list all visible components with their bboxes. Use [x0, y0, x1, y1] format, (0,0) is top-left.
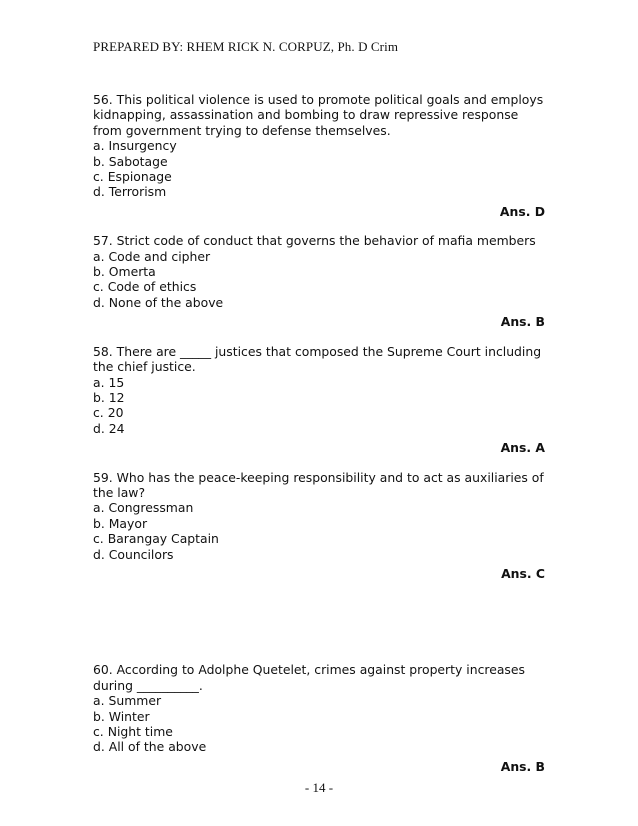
choice-b: b. Winter — [93, 708, 150, 724]
choice-a: a. 15 — [93, 374, 125, 390]
choice-a: a. Code and cipher — [93, 248, 211, 264]
page-header: PREPARED BY: RHEM RICK N. CORPUZ, Ph. D Crim — [93, 39, 399, 54]
choice-a: a. Insurgency — [93, 138, 177, 154]
choice-c: c. Barangay Captain — [93, 531, 219, 547]
question-60 — [93, 662, 545, 774]
question-text: 58. There are _____ justices that composed the Supreme Court including the chief justice. — [93, 343, 542, 375]
question-59 — [93, 470, 545, 582]
choice-c: c. Night time — [93, 724, 173, 739]
choice-d: d. Terrorism — [93, 184, 167, 200]
answer-key: Ans. C — [501, 565, 545, 581]
question-list — [93, 92, 545, 788]
question-text: 60. According to Adolphe Quetelet, crimes against property increases during __________. — [93, 662, 525, 693]
question-text: 59. Who has the peace-keeping responsibility and to act as auxiliaries of the law? — [93, 469, 544, 500]
choice-d: d. 24 — [93, 420, 125, 436]
choice-c: c. Espionage — [93, 169, 172, 185]
choice-d: d. Councilors — [93, 546, 174, 562]
page-number: - 14 - — [304, 780, 334, 795]
choice-a: a. Summer — [93, 693, 162, 709]
choice-b: b. Sabotage — [93, 153, 168, 169]
choice-b: b. Mayor — [93, 515, 148, 531]
question-56 — [93, 92, 545, 219]
question-58 — [93, 344, 545, 456]
question-text: 56. This political violence is used to promote political goals and employs kidnapping, assassination and bombing to draw repressive response from government trying to defense themselves. — [93, 92, 544, 138]
answer-key: Ans. A — [500, 440, 545, 456]
question-text: 57. Strict code of conduct that governs the behavior of mafia members — [93, 233, 536, 249]
choice-b: b. Omerta — [93, 264, 156, 280]
choice-d: d. None of the above — [93, 294, 224, 310]
choice-c: c. Code of ethics — [93, 279, 197, 295]
choice-b: b. 12 — [93, 389, 125, 405]
choice-c: c. 20 — [93, 405, 124, 421]
answer-key: Ans. D — [499, 203, 545, 219]
blank-space — [93, 595, 545, 662]
answer-key: Ans. B — [500, 758, 545, 774]
answer-key: Ans. B — [500, 314, 545, 330]
choice-d: d. All of the above — [93, 739, 207, 755]
choice-a: a. Congressman — [93, 500, 194, 516]
question-57 — [93, 233, 545, 329]
